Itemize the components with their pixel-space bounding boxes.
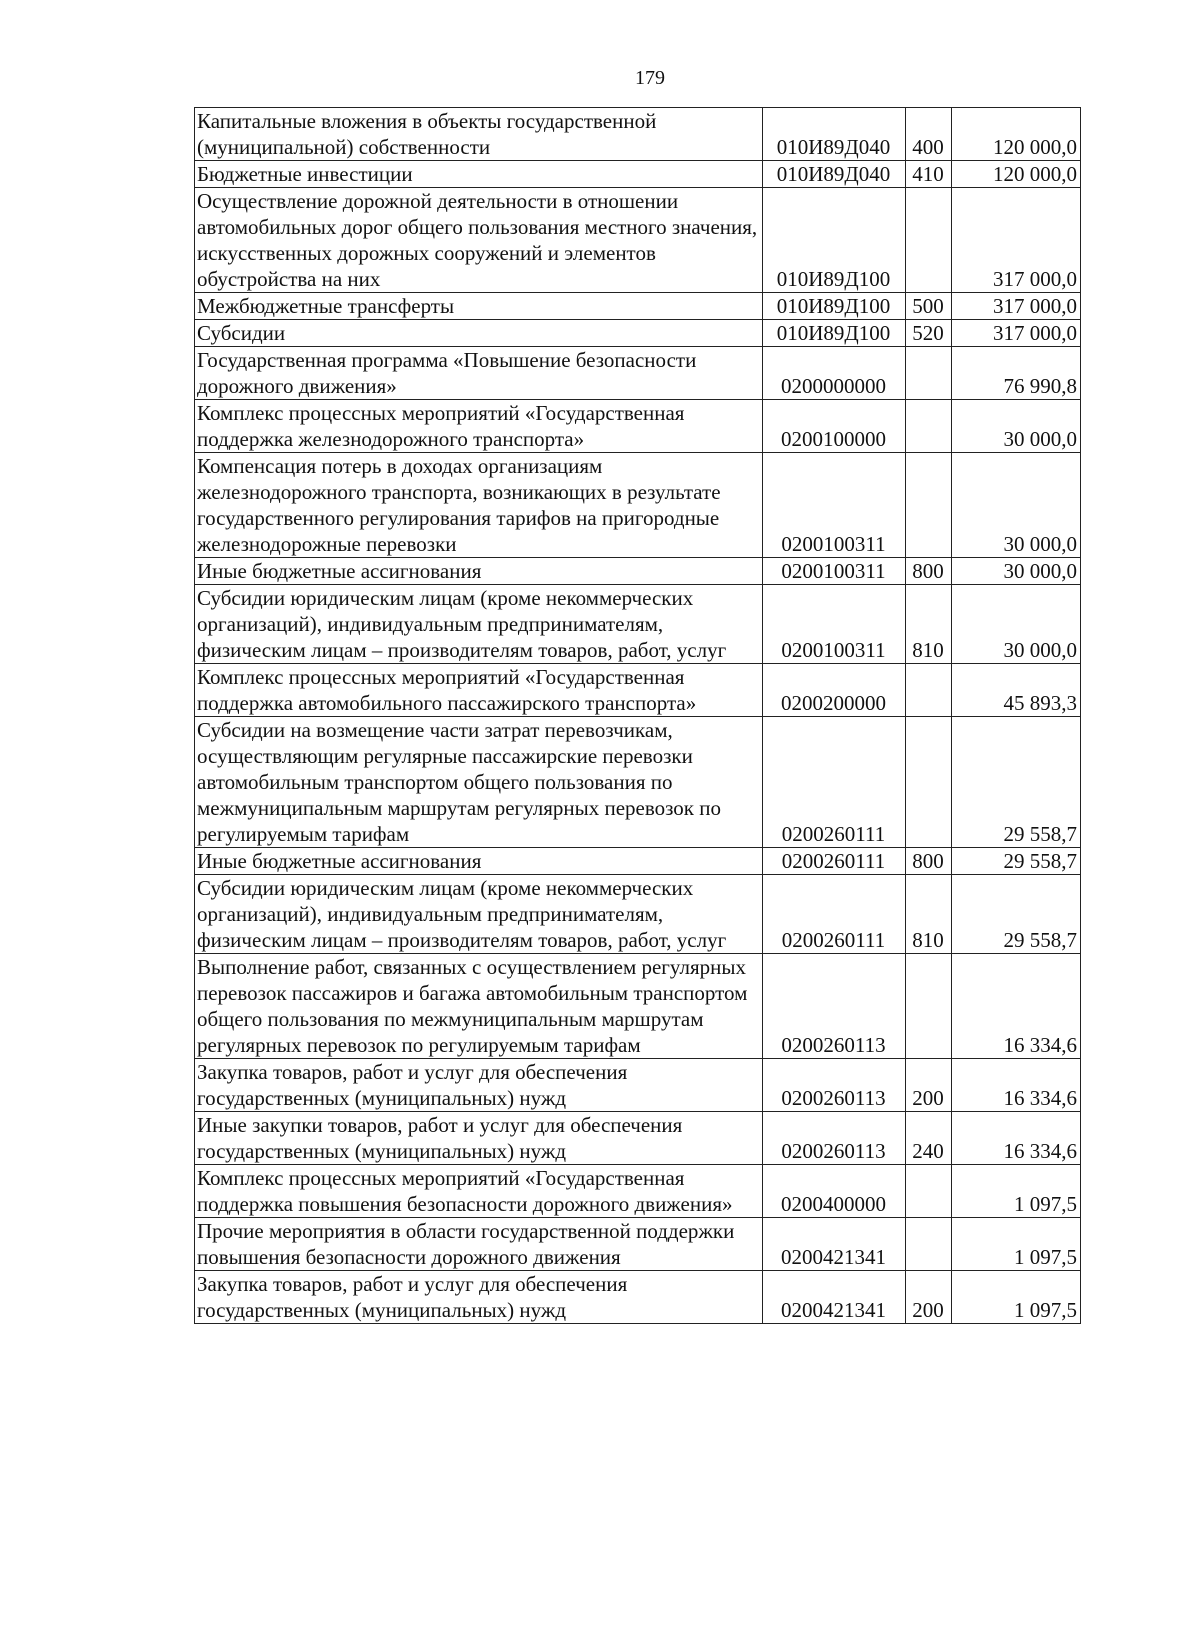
- row-code-cell: 010И89Д100: [763, 320, 906, 347]
- row-expense-type-cell: 200: [906, 1271, 952, 1324]
- row-code-cell: 010И89Д040: [763, 108, 906, 161]
- row-sum-cell: 120 000,0: [952, 161, 1081, 188]
- table-row: [195, 108, 1081, 161]
- row-sum-cell: 45 893,3: [952, 664, 1081, 717]
- table-row: [195, 1218, 1081, 1271]
- table-row: [195, 320, 1081, 347]
- table-row: [195, 188, 1081, 293]
- table-row: [195, 1165, 1081, 1218]
- budget-table: [194, 107, 1081, 1324]
- row-sum-cell: 120 000,0: [952, 108, 1081, 161]
- row-name-cell: Субсидии юридическим лицам (кроме некоммерческих организаций), индивидуальным предпринимателям, физическим лицам – производителям товаров, работ, услуг: [195, 585, 763, 664]
- row-name-cell: Закупка товаров, работ и услуг для обеспечения государственных (муниципальных) нужд: [195, 1271, 763, 1324]
- table-row: [195, 1271, 1081, 1324]
- row-expense-type-cell: [906, 347, 952, 400]
- row-expense-type-cell: 810: [906, 875, 952, 954]
- row-sum-cell: 317 000,0: [952, 320, 1081, 347]
- table-row: [195, 1112, 1081, 1165]
- row-code-cell: 0200260111: [763, 717, 906, 848]
- row-code-cell: 0200260113: [763, 954, 906, 1059]
- row-code-cell: 0200400000: [763, 1165, 906, 1218]
- table-row: [195, 293, 1081, 320]
- row-name-cell: Прочие мероприятия в области государственной поддержки повышения безопасности дорожного движения: [195, 1218, 763, 1271]
- table-row: [195, 1059, 1081, 1112]
- row-sum-cell: 317 000,0: [952, 188, 1081, 293]
- row-expense-type-cell: [906, 400, 952, 453]
- row-expense-type-cell: 240: [906, 1112, 952, 1165]
- row-expense-type-cell: 800: [906, 558, 952, 585]
- row-sum-cell: 16 334,6: [952, 1112, 1081, 1165]
- row-expense-type-cell: [906, 954, 952, 1059]
- row-name-cell: Бюджетные инвестиции: [195, 161, 763, 188]
- row-code-cell: 0200100311: [763, 585, 906, 664]
- row-name-cell: Субсидии: [195, 320, 763, 347]
- row-sum-cell: 1 097,5: [952, 1165, 1081, 1218]
- table-row: [195, 717, 1081, 848]
- row-expense-type-cell: [906, 664, 952, 717]
- row-code-cell: 0200000000: [763, 347, 906, 400]
- row-name-cell: Иные бюджетные ассигнования: [195, 558, 763, 585]
- row-expense-type-cell: 800: [906, 848, 952, 875]
- row-sum-cell: 30 000,0: [952, 558, 1081, 585]
- row-sum-cell: 76 990,8: [952, 347, 1081, 400]
- table-row: [195, 664, 1081, 717]
- row-code-cell: 0200260111: [763, 875, 906, 954]
- row-code-cell: 010И89Д100: [763, 188, 906, 293]
- table-row: [195, 161, 1081, 188]
- row-sum-cell: 29 558,7: [952, 717, 1081, 848]
- row-code-cell: 0200100311: [763, 558, 906, 585]
- row-sum-cell: 317 000,0: [952, 293, 1081, 320]
- row-name-cell: Субсидии на возмещение части затрат перевозчикам, осуществляющим регулярные пассажирские перевозки автомобильным транспортом общего пользования по межмуниципальным маршрутам регулярных перевозок по регулируемым тарифам: [195, 717, 763, 848]
- row-expense-type-cell: 200: [906, 1059, 952, 1112]
- row-name-cell: Осуществление дорожной деятельности в отношении автомобильных дорог общего пользования местного значения, искусственных дорожных сооружений и элементов обустройства на них: [195, 188, 763, 293]
- page-number: 179: [635, 67, 665, 89]
- row-expense-type-cell: [906, 188, 952, 293]
- table-row: [195, 585, 1081, 664]
- row-sum-cell: 1 097,5: [952, 1271, 1081, 1324]
- row-code-cell: 010И89Д100: [763, 293, 906, 320]
- row-sum-cell: 30 000,0: [952, 453, 1081, 558]
- row-code-cell: 0200100311: [763, 453, 906, 558]
- row-expense-type-cell: [906, 1165, 952, 1218]
- row-name-cell: Субсидии юридическим лицам (кроме некоммерческих организаций), индивидуальным предпринимателям, физическим лицам – производителям товаров, работ, услуг: [195, 875, 763, 954]
- row-expense-type-cell: [906, 717, 952, 848]
- row-expense-type-cell: 500: [906, 293, 952, 320]
- row-name-cell: Выполнение работ, связанных с осуществлением регулярных перевозок пассажиров и багажа автомобильным транспортом общего пользования по межмуниципальным маршрутам регулярных перевозок по регулируемым тарифам: [195, 954, 763, 1059]
- table-row: [195, 453, 1081, 558]
- row-code-cell: 0200260113: [763, 1112, 906, 1165]
- row-name-cell: Иные бюджетные ассигнования: [195, 848, 763, 875]
- table-row: [195, 954, 1081, 1059]
- row-name-cell: Иные закупки товаров, работ и услуг для обеспечения государственных (муниципальных) нужд: [195, 1112, 763, 1165]
- row-sum-cell: 1 097,5: [952, 1218, 1081, 1271]
- row-expense-type-cell: 410: [906, 161, 952, 188]
- row-name-cell: Комплекс процессных мероприятий «Государственная поддержка повышения безопасности дорожного движения»: [195, 1165, 763, 1218]
- row-sum-cell: 29 558,7: [952, 875, 1081, 954]
- row-expense-type-cell: 810: [906, 585, 952, 664]
- row-code-cell: 0200200000: [763, 664, 906, 717]
- row-sum-cell: 16 334,6: [952, 1059, 1081, 1112]
- row-code-cell: 0200421341: [763, 1218, 906, 1271]
- table-row: [195, 558, 1081, 585]
- row-name-cell: Компенсация потерь в доходах организациям железнодорожного транспорта, возникающих в результате государственного регулирования тарифов на пригородные железнодорожные перевозки: [195, 453, 763, 558]
- row-name-cell: Комплекс процессных мероприятий «Государственная поддержка железнодорожного транспорта»: [195, 400, 763, 453]
- table-row: [195, 875, 1081, 954]
- row-name-cell: Капитальные вложения в объекты государственной (муниципальной) собственности: [195, 108, 763, 161]
- row-sum-cell: 29 558,7: [952, 848, 1081, 875]
- row-sum-cell: 30 000,0: [952, 585, 1081, 664]
- table-row: [195, 848, 1081, 875]
- row-expense-type-cell: 400: [906, 108, 952, 161]
- row-name-cell: Межбюджетные трансферты: [195, 293, 763, 320]
- table-row: [195, 400, 1081, 453]
- row-sum-cell: 16 334,6: [952, 954, 1081, 1059]
- row-code-cell: 0200260111: [763, 848, 906, 875]
- table-row: [195, 347, 1081, 400]
- budget-table-body: [195, 108, 1081, 1324]
- row-code-cell: 0200260113: [763, 1059, 906, 1112]
- row-sum-cell: 30 000,0: [952, 400, 1081, 453]
- row-expense-type-cell: 520: [906, 320, 952, 347]
- row-name-cell: Государственная программа «Повышение безопасности дорожного движения»: [195, 347, 763, 400]
- row-expense-type-cell: [906, 1218, 952, 1271]
- row-code-cell: 0200100000: [763, 400, 906, 453]
- row-expense-type-cell: [906, 453, 952, 558]
- row-name-cell: Закупка товаров, работ и услуг для обеспечения государственных (муниципальных) нужд: [195, 1059, 763, 1112]
- row-name-cell: Комплекс процессных мероприятий «Государственная поддержка автомобильного пассажирского транспорта»: [195, 664, 763, 717]
- row-code-cell: 010И89Д040: [763, 161, 906, 188]
- row-code-cell: 0200421341: [763, 1271, 906, 1324]
